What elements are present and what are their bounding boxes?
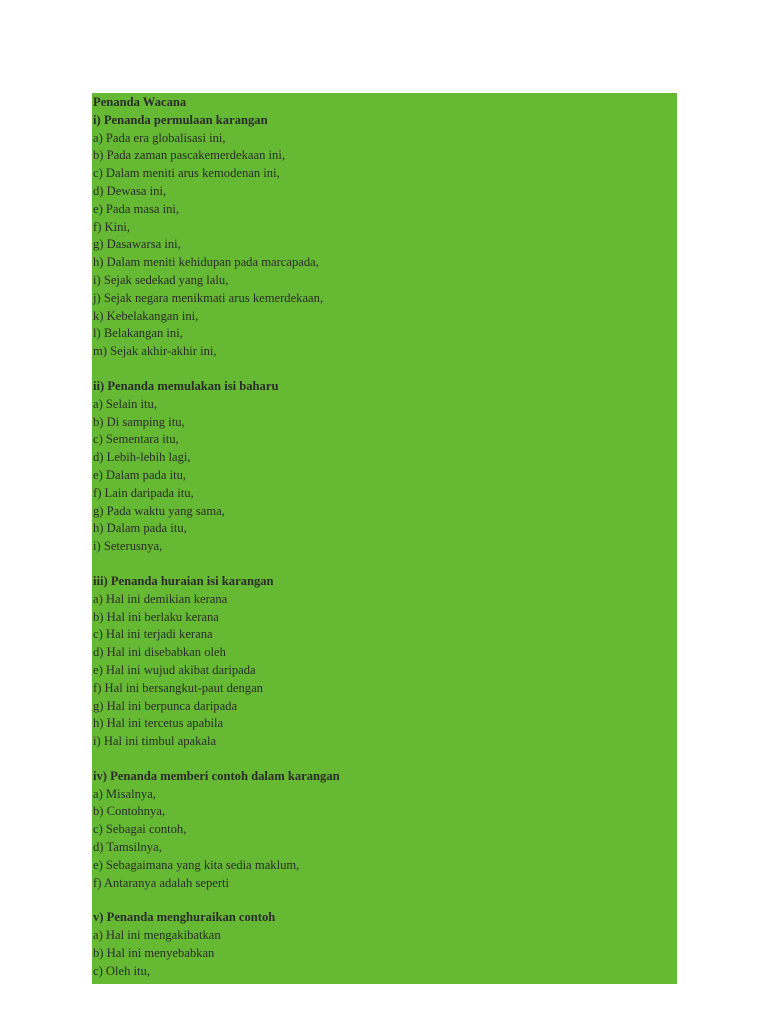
list-item: e) Pada masa ini, — [93, 201, 180, 216]
list-item: g) Dasawarsa ini, — [93, 237, 181, 252]
section-spacer — [93, 892, 677, 909]
list-item: d) Tamsilnya, — [93, 840, 162, 855]
list-item: j) Sejak negara menikmati arus kemerdekaan, — [93, 290, 324, 305]
list-item: i) Seterusnya, — [93, 539, 163, 554]
list-item: g) Hal ini berpunca daripada — [93, 698, 238, 713]
section-spacer — [93, 751, 677, 768]
list-item: c) Oleh itu, — [93, 963, 151, 978]
list-item: f) Lain daripada itu, — [93, 485, 194, 500]
list-item: b) Hal ini menyebabkan — [93, 946, 215, 961]
list-item: a) Misalnya, — [93, 786, 156, 801]
list-item: f) Hal ini bersangkut-paut dengan — [93, 680, 263, 695]
section-heading: iii) Penanda huraian isi karangan — [93, 573, 274, 588]
list-item: a) Hal ini demikian kerana — [93, 591, 228, 606]
content-block — [92, 93, 677, 984]
list-item: h) Hal ini tercetus apabila — [93, 716, 224, 731]
section-spacer — [93, 556, 677, 573]
list-item: b) Pada zaman pascakemerdekaan ini, — [93, 148, 285, 163]
list-item: e) Hal ini wujud akibat daripada — [93, 662, 256, 677]
document-title: Penanda Wacana — [93, 95, 187, 109]
list-item: h) Dalam pada itu, — [93, 521, 187, 536]
list-item: d) Dewasa ini, — [93, 183, 167, 198]
list-item: c) Sementara itu, — [93, 432, 179, 447]
list-item: i) Sejak sedekad yang lalu, — [93, 272, 229, 287]
list-item: f) Antaranya adalah seperti — [93, 875, 230, 890]
section-heading: ii) Penanda memulakan isi baharu — [93, 378, 279, 393]
list-item: g) Pada waktu yang sama, — [93, 503, 225, 518]
list-item: e) Sebagaimana yang kita sedia maklum, — [93, 857, 300, 872]
list-item: l) Belakangan ini, — [93, 326, 183, 341]
section-spacer — [93, 361, 677, 378]
list-item: k) Kebelakangan ini, — [93, 308, 199, 323]
list-item: m) Sejak akhir-akhir ini, — [93, 344, 217, 359]
list-item: d) Hal ini disebabkan oleh — [93, 645, 226, 660]
document-content — [92, 93, 677, 981]
list-item: d) Lebih-lebih lagi, — [93, 450, 191, 465]
section-heading: v) Penanda menghuraikan contoh — [93, 910, 276, 925]
list-item: c) Sebagai contoh, — [93, 822, 187, 837]
list-item: b) Di samping itu, — [93, 414, 185, 429]
list-item: b) Hal ini berlaku kerana — [93, 609, 219, 624]
section-heading: iv) Penanda memberi contoh dalam karangan — [93, 768, 340, 783]
list-item: e) Dalam pada itu, — [93, 467, 187, 482]
list-item: c) Hal ini terjadi kerana — [93, 627, 213, 642]
list-item: b) Contohnya, — [93, 804, 166, 819]
list-item: a) Pada era globalisasi ini, — [93, 130, 226, 145]
section-heading: i) Penanda permulaan karangan — [93, 112, 268, 127]
list-item: a) Selain itu, — [93, 396, 158, 411]
list-item: a) Hal ini mengakibatkan — [93, 928, 221, 943]
list-item: c) Dalam meniti arus kemodenan ini, — [93, 166, 280, 181]
list-item: h) Dalam meniti kehidupan pada marcapada, — [93, 255, 319, 270]
list-item: i) Hal ini timbul apakala — [93, 734, 217, 749]
list-item: f) Kini, — [93, 219, 131, 234]
